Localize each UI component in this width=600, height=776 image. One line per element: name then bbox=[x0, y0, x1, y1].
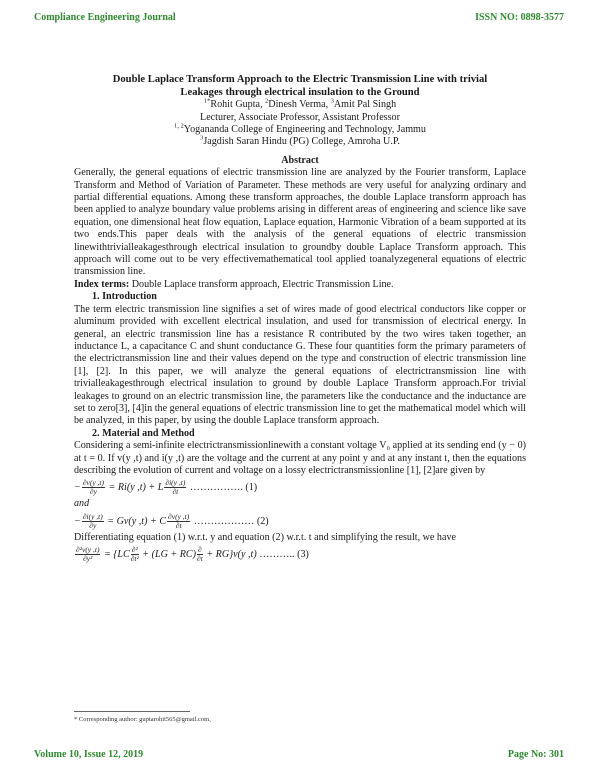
eq3-frac2-den: ∂t bbox=[197, 554, 203, 564]
eq1-lhs-den: ∂y bbox=[89, 487, 97, 497]
eq3-part3: + RG}v(y ,t) bbox=[206, 549, 257, 560]
equation-1: − $\frac{\partial v(y ,t)}{\partial y}$ = Ri(y ,t) + L $\frac{\partial i(y ,t)}{\partial t}$ ……………. (1) bbox=[74, 478, 258, 497]
page-content bbox=[74, 74, 526, 565]
section2-heading: 2. Material and Method bbox=[92, 427, 195, 439]
eq1-rhs-den: ∂t bbox=[172, 487, 179, 497]
eq3-part2: + (LG + RC) bbox=[142, 549, 196, 560]
author2-sup: 2 bbox=[265, 97, 269, 105]
eq3-frac1-num: ∂² bbox=[131, 545, 138, 555]
eq3-frac2-num: ∂ bbox=[198, 545, 202, 555]
eq2-number: ……………… (2) bbox=[191, 515, 269, 527]
paper-title-line1: Double Laplace Transform Approach to the Electric Transmission Line with trivial bbox=[112, 74, 488, 85]
journal-name: Compliance Engineering Journal bbox=[34, 12, 176, 23]
section1-heading: 1. Introduction bbox=[92, 291, 157, 303]
index-terms-text: Double Laplace transform approach, Electric Transmission Line. bbox=[129, 278, 394, 290]
affiliation-1 bbox=[74, 124, 526, 136]
eq3-number: ……….. (3) bbox=[256, 549, 309, 560]
eq3-lhs-den: ∂y² bbox=[83, 554, 93, 564]
eq2-rhs-den: ∂t bbox=[175, 520, 182, 530]
volume-issue: Volume 10, Issue 12, 2019 bbox=[34, 749, 144, 760]
section2-intro: Considering a semi-infinite electrictransmissionlinewith a constant voltage V₀ applied at its sending end (y − 0) at t = 0. If v(y ,t) and i(y ,t) are the voltage and the current at any point y and at any instant t, then the equations describing the evolution of current and voltage on a lossy electrictransmissionline [1], [2]are given by bbox=[74, 440, 526, 476]
eq3-part1: = {LC bbox=[103, 549, 130, 560]
issn-number: ISSN NO: 0898-3577 bbox=[475, 12, 564, 23]
footnote-corresponding-author: * Corresponding author: guptarohit565@gmail.com, bbox=[74, 716, 211, 723]
eq2-rhs: = Gv(y ,t) + C bbox=[107, 515, 167, 527]
affiliation-2 bbox=[74, 136, 526, 148]
affiliation-2-text: Jagdish Saran Hindu (PG) College, Amroha U.P. bbox=[203, 136, 400, 148]
page-number: Page No: 301 bbox=[507, 749, 564, 760]
abstract-text: Generally, the general equations of electric transmission line are analyzed by the Fourier transform, Laplace Transform and Method of Variation of Parameter. These methods are very useful for analyzing ordinary and partial differential equations. Among these transform approaches, the double Laplace transform approach has been applied to analyze boundary value problems arising in different areas of engineering and science like save equation, one dimensional heat flow equation, Laplace equation, Harmonic Vibration of a beam supported at its two ends.This paper deals with the analysis of the general equations of electric transmission linewithtrivialleakagesthrough electrical insulation to groundby double Laplace Transform approach. This approach will come out to be very effectivemathematical tool applied toanalyzegeneral equations of electric transmission line. bbox=[74, 167, 526, 278]
affiliation-1-sup: 1, 2 bbox=[174, 122, 184, 130]
author1-sup: 1* bbox=[203, 97, 211, 105]
and-word: and bbox=[74, 498, 90, 510]
abstract-heading: Abstract bbox=[281, 154, 319, 166]
eq1-rhs: = Ri(y ,t) + L bbox=[108, 482, 164, 494]
section1-text: The term electric transmission line signifies a set of wires made of good electrical conductors like copper or aluminum provided with excellent electrical insulation, and used for transmission of electrical energy. In general, an electric transmission line has a resistance R contributed by the two wires taken together, an inductance L, a capacitance C and shunt conductance G. These four quantities form the primary parameters of the electrictransmission line and their values depend on the type and construction of electric transmission line [1], [2]. In this paper, we will analyze the general equations of electrictransmission line with trivialleakagesthrough electrical insulation to ground by double Laplace Transform approach.For trivial leakages to ground on an electric transmission line, the parameters like the conductance and the inductance are set to zero[3], [4]in the general equations of electric transmission line to get the mathematical model which will be analyzed, in this paper, by using the double Laplace transform approach. bbox=[74, 303, 526, 427]
differentiating-text: Differentiating equation (1) w.r.t. y and equation (2) w.r.t. t and simplifying the result, we have bbox=[74, 531, 456, 543]
author1-name: Rohit Gupta, bbox=[210, 99, 266, 111]
equation-2: − $\frac{\partial i(y ,t)}{\partial y}$ = Gv(y ,t) + C $\frac{\partial v(y ,t)}{\partial t}$ ……………… (2) bbox=[74, 511, 269, 530]
authors-line bbox=[74, 99, 526, 111]
affiliation-1-text: Yogananda College of Engineering and Technology, Jammu bbox=[183, 124, 426, 135]
paper-title-line2: Leakages through electrical insulation to the Ground bbox=[180, 86, 420, 98]
eq1-number: ……………. (1) bbox=[187, 482, 258, 494]
eq2-lhs-num: ∂i(y ,t) bbox=[82, 511, 103, 521]
affiliation-2-sup: 3 bbox=[200, 135, 204, 143]
eq2-rhs-num: ∂v(y ,t) bbox=[168, 511, 190, 521]
author3-name: Amit Pal Singh bbox=[333, 99, 397, 111]
eq2-lhs-den: ∂y bbox=[89, 520, 97, 530]
author3-sup: 3 bbox=[330, 97, 334, 105]
footnote-divider bbox=[74, 711, 190, 712]
eq3-frac1-den: ∂t² bbox=[130, 554, 139, 564]
author2-name: Dinesh Verma, bbox=[268, 99, 331, 111]
designations: Lecturer, Associate Professor, Assistant Professor bbox=[200, 111, 400, 123]
index-terms-label: Index terms: bbox=[74, 278, 130, 290]
equation-3 bbox=[74, 546, 526, 563]
eq1-rhs-num: ∂i(y ,t) bbox=[165, 478, 186, 488]
eq3-lhs-num: ∂²v(y ,t) bbox=[76, 545, 100, 555]
eq1-lhs-num: ∂v(y ,t) bbox=[82, 478, 105, 488]
index-terms bbox=[74, 279, 526, 291]
